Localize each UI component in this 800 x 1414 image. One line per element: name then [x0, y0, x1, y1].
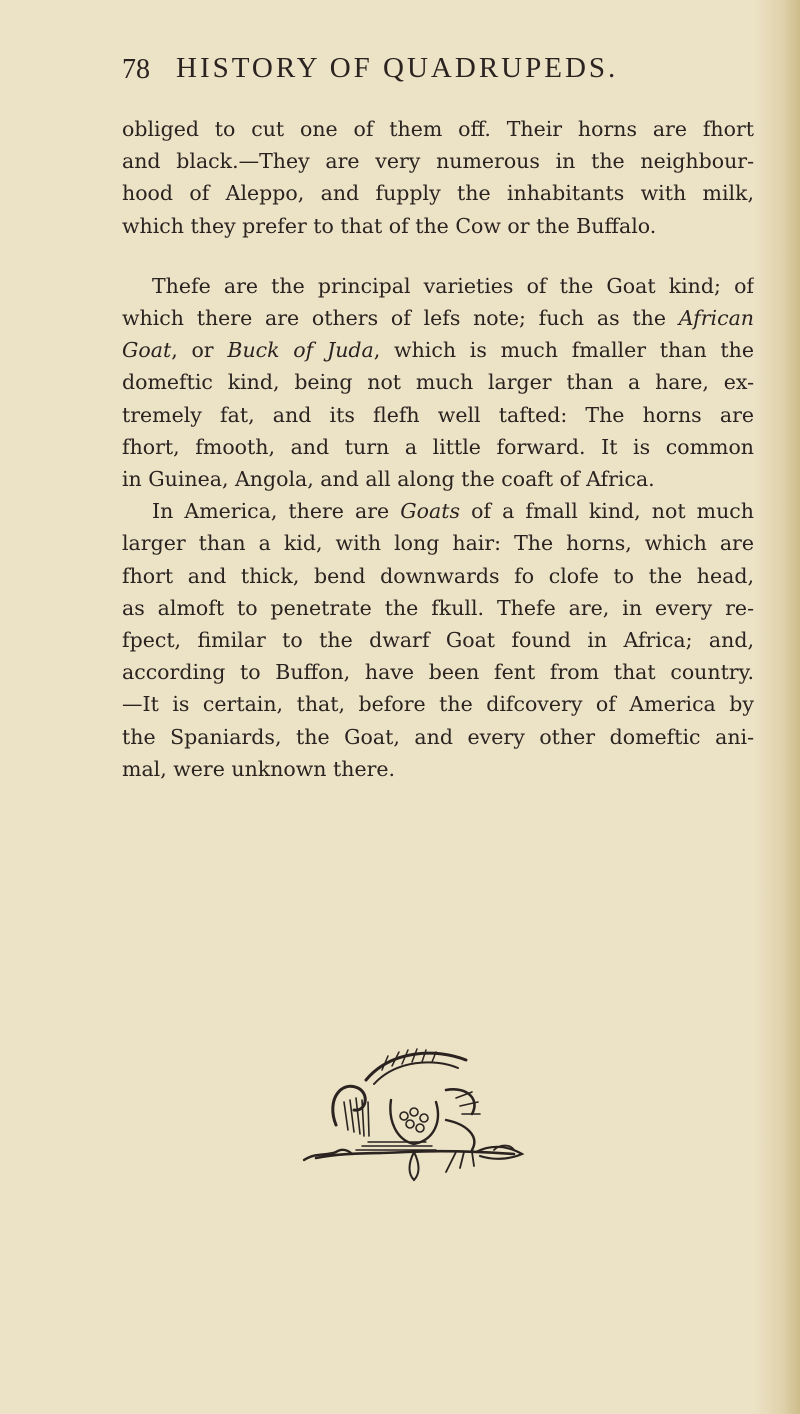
text-line: —It is certain, that, before the difcovery of America by — [122, 692, 754, 717]
page-header — [122, 48, 742, 92]
paragraph-2 — [122, 270, 754, 495]
text-line: fhort, fmooth, and turn a little forward. It is common — [122, 434, 754, 459]
text-segment: of a fmall kind, not much — [459, 499, 754, 524]
text-line: hood of Aleppo, and fupply the inhabitants with milk, — [122, 181, 754, 206]
text-segment: , or — [171, 338, 228, 363]
paragraph-1 — [122, 113, 754, 242]
text-line: domeftic kind, being not much larger than a hare, ex- — [122, 370, 754, 395]
text-line: Thefe are the principal varieties of the Goat kind; of — [152, 273, 754, 298]
text-line: obliged to cut one of them off. Their horns are fhort — [122, 117, 754, 141]
text-line: fpect, fimilar to the dwarf Goat found in Africa; and, — [122, 628, 754, 653]
italic-term: Goat — [122, 338, 172, 363]
text-segment: In America, there are — [152, 499, 401, 524]
italic-term: African — [678, 306, 754, 331]
paragraph-3 — [122, 495, 754, 785]
italic-term: Goats — [400, 499, 460, 524]
text-line — [122, 334, 754, 366]
text-line: fhort and thick, bend downwards fo clofe to the head, — [122, 563, 754, 588]
text-line: according to Buffon, have been fent from that country. — [122, 660, 754, 685]
text-line: tremely fat, and its flefh well tafted: The horns are — [122, 402, 754, 427]
text-segment: which there are others of lefs note; fuch as the — [122, 306, 679, 331]
body-text — [122, 113, 754, 785]
running-head: HISTORY OF QUADRUPEDS. — [176, 52, 619, 84]
text-line: as almoft to penetrate the fkull. Thefe are, in every re- — [122, 595, 754, 620]
text-line: mal, were unknown there. — [122, 756, 396, 781]
text-line: which they prefer to that of the Cow or the Buffalo. — [122, 213, 657, 238]
tailpiece-ornament-icon — [296, 1040, 532, 1190]
italic-term: Buck of Juda — [227, 338, 374, 363]
text-line: larger than a kid, with long hair: The horns, which are — [122, 531, 754, 556]
text-line: in Guinea, Angola, and all along the coaft of Africa. — [122, 467, 655, 492]
page-number: 78 — [122, 54, 150, 85]
text-segment: , which is much fmaller than the — [373, 338, 754, 363]
text-line — [122, 302, 754, 334]
text-line: the Spaniards, the Goat, and every other domeftic ani- — [122, 724, 754, 749]
text-line: and black.—They are very numerous in the neighbour- — [122, 149, 754, 174]
text-line — [122, 495, 754, 527]
